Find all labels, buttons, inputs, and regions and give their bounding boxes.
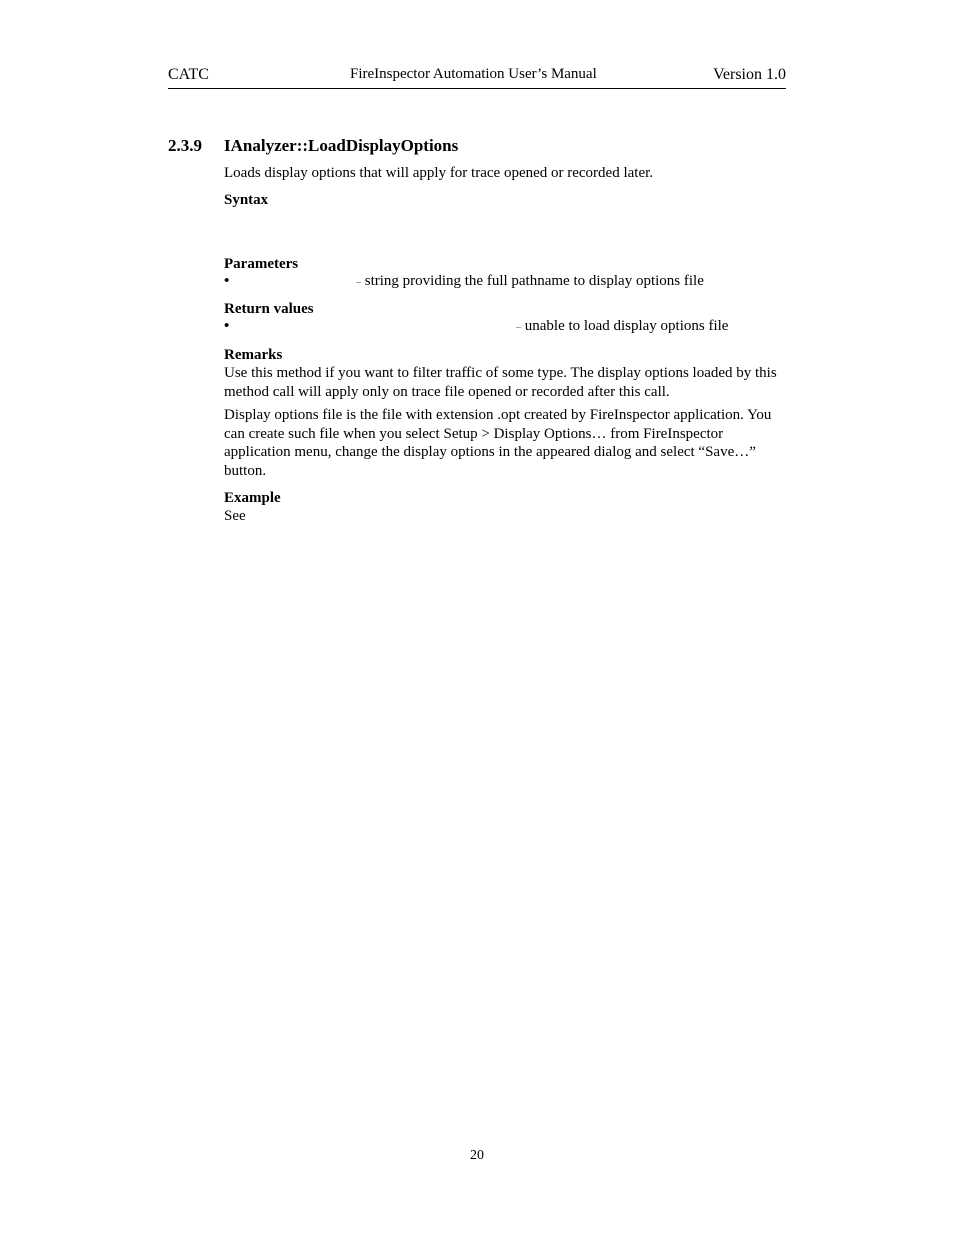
header-version: Version 1.0 — [713, 66, 786, 83]
example-label: Example — [224, 490, 281, 506]
parameters-dash: – — [356, 277, 361, 288]
example-text: See — [224, 508, 246, 524]
parameters-text: string providing the full pathname to display options file — [364, 273, 704, 289]
return-values-text: unable to load display options file — [524, 318, 729, 334]
section-number: 2.3.9 — [168, 136, 202, 155]
return-values-label: Return values — [224, 301, 314, 317]
remarks-paragraph-2: Display options file is the file with extension .opt created by FireInspector application. You can create such file when you select Setup > Display Options… from FireInspector application menu, change the display options in the appeared dialog and select “Save…” button. — [224, 407, 772, 479]
return-values-bullet: • — [224, 318, 230, 334]
header-title: FireInspector Automation User’s Manual — [350, 66, 597, 82]
section-description: Loads display options that will apply for trace opened or recorded later. — [224, 165, 654, 181]
remarks-label: Remarks — [224, 347, 283, 363]
page-number: 20 — [470, 1148, 484, 1163]
return-values-dash: – — [516, 322, 521, 333]
parameters-label: Parameters — [224, 256, 299, 272]
parameters-item — [356, 273, 704, 290]
return-values-item — [516, 318, 728, 335]
header-company: CATC — [168, 66, 209, 83]
parameters-bullet: • — [224, 273, 230, 289]
section-title: IAnalyzer::LoadDisplayOptions — [224, 136, 459, 155]
syntax-label: Syntax — [224, 192, 269, 208]
remarks-paragraph-1: Use this method if you want to filter traffic of some type. The display options loaded by this method call will apply only on trace file opened or recorded after this call. — [224, 365, 777, 400]
page-header — [168, 64, 786, 89]
